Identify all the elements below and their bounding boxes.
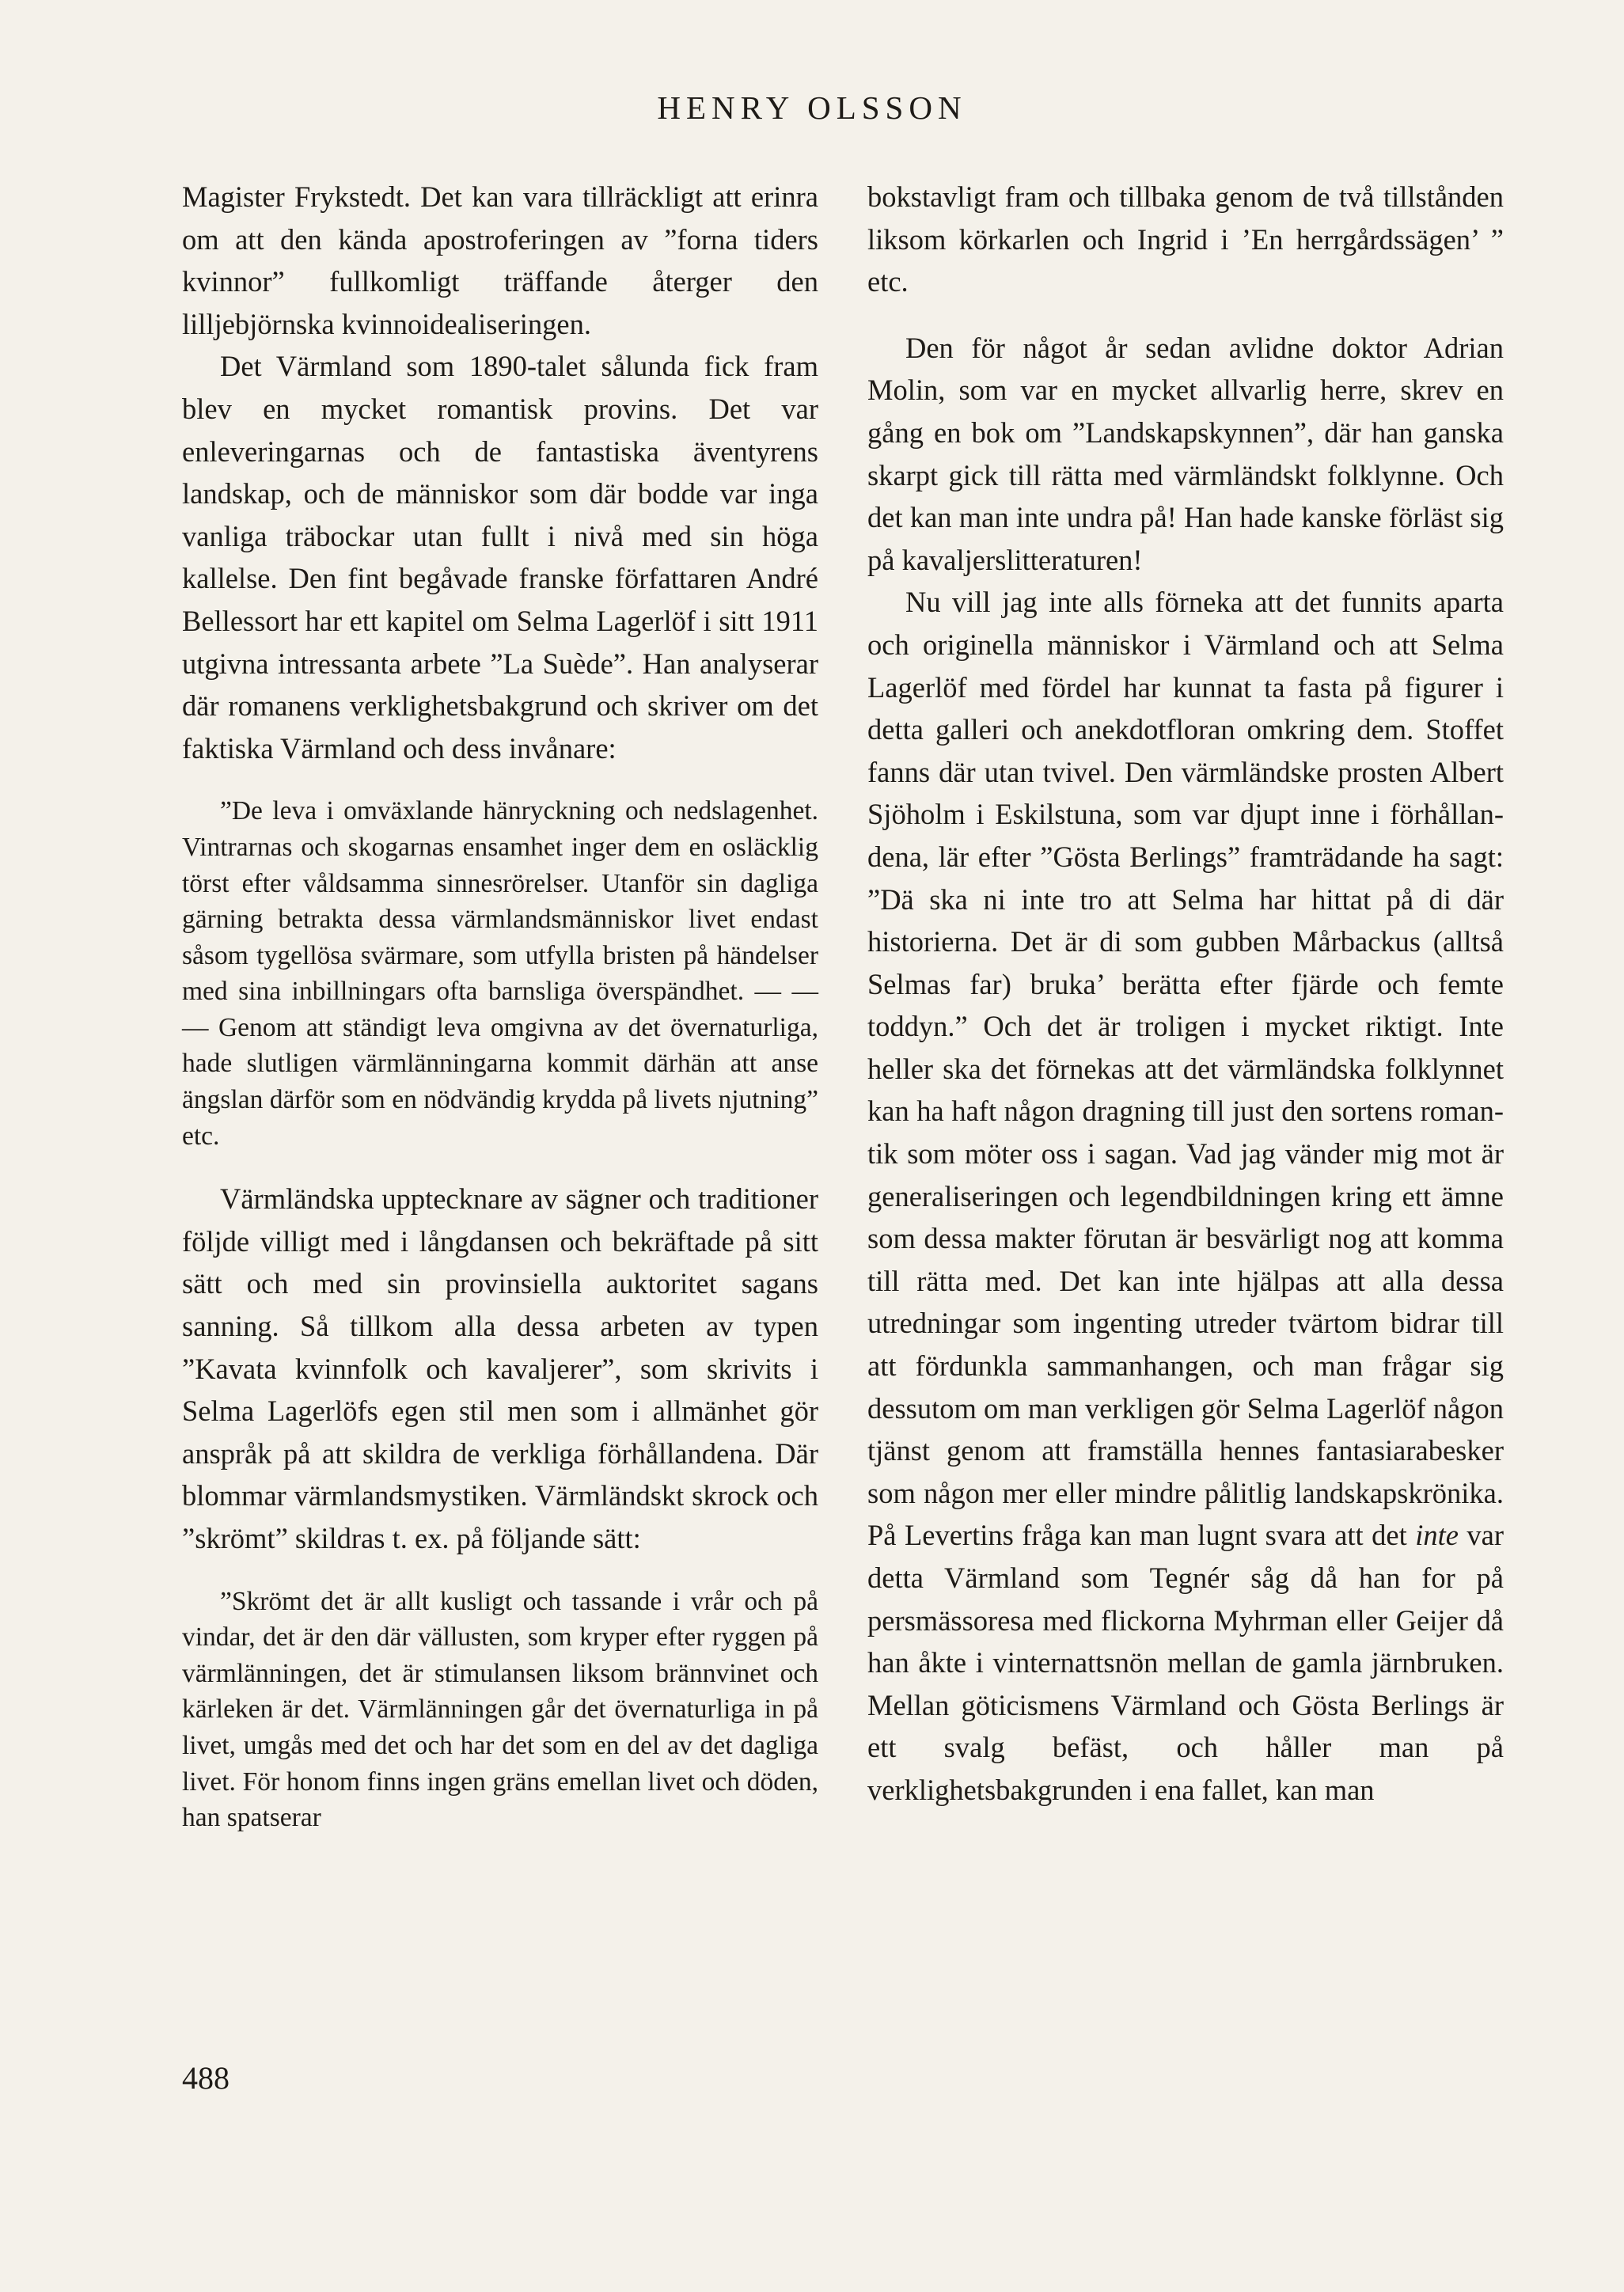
block-quote: ”De leva i omväxlande hänryckning och nedslagenhet. Vintrarnas och skogarnas ensamhet inger dem en osläcklig törst efter våldsamma sinnesrörelser. Utanför sin dagliga gärning betrakta dessa värmlandsmänniskor livet endast såsom tygellösa svärmare, som utfylla bristen på händelser med sina inbillningars ofta barnsliga överspändhet. — — — Genom att ständigt leva omgivna av det övernaturliga, hade slutligen värmlänningarna kommit därhän att anse ängslan därför som en nödvändig krydda på livets njutning” etc. <box>182 796 818 1151</box>
paragraph: Värmländska upptecknare av sägner och traditioner följde villigt med i långdansen och bekräftade på sitt sätt och med sin provinsiella auktoritet sagans sanning. Så tillkom alla dessa arbeten av typen ”Kavata kvinnfolk och kavaljerer”, som skrivits i Selma Lagerlöfs egen stil men som i allmänhet gör anspråk på att skildra de verkliga förhållandena. Där blommar värmlandsmystiken. Värmländskt skrock och ”skrömt” skildras t. ex. på följande sätt: <box>182 1182 818 1554</box>
running-header: HENRY OLSSON <box>657 89 967 126</box>
right-column <box>867 176 1504 1812</box>
emphasis: inte <box>1415 1519 1459 1552</box>
paragraph <box>867 581 1504 1811</box>
quote-continuation: bokstavligt fram och tillbaka genom de två tillstånden liksom körkarlen och Ingrid i ’En herrgårdssägen’ ” etc. <box>867 180 1504 298</box>
paragraph: Den för något år sedan avlidne doktor Adrian Molin, som var en mycket allvarlig herre, skrev en gång en bok om ”Landskapskynnen”, där han ganska skarpt gick till rätta med värmländskt folklynne. Och det kan man inte undra på! Han hade kanske förläst sig på kavaljerslitteraturen! <box>867 331 1504 576</box>
page-number: 488 <box>182 2060 230 2096</box>
paragraph: Det Värmland som 1890-talet sålunda fick fram blev en mycket romantisk provins. Det var enleveringarnas och de fantastiska äventyrens landskap, och de människor som där bodde var inga vanliga träbockar utan fullt i nivå med sin höga kallelse. Den fint begåvade franske författaren André Bellessort har ett kapitel om Selma Lagerlöf i sitt 1911 utgivna intressanta arbete ”La Suède”. Han analyserar där romanens verklighetsbakgrund och skriver om det faktiska Värmland och dess invånare: <box>182 350 818 765</box>
block-quote: ”Skrömt det är allt kusligt och tassande i vrår och på vindar, det är den där vällusten, som kryper efter ryggen på värmlänningen, det är stimulansen liksom brännvinet och kärleken är det. Värmlänningen går det övernaturliga in på livet, umgås med det och har det som en del av det dagliga livet. För honom finns ingen gräns emellan livet och döden, han spatserar <box>182 1586 818 1833</box>
paragraph-text: Nu vill jag inte alls förneka att det funnits aparta och originella människor i Värmland och att Selma Lagerlöf med fördel har kunnat ta fasta på figurer i detta galleri och anekdotfloran omkring dem. Stoffet fanns där utan tvivel. Den värmländske prosten Albert Sjöholm i Eskilstuna, som var djupt inne i förhållandena, lär efter ”Gösta Berlings” framträdande ha sagt: ”Dä ska ni inte tro att Selma har hittat på di där historierna. Det är di som gubben Mårbackus (alltså Selmas far) bruka’ berätta efter fjärde och femte toddyn.” Och det är troligen i mycket riktigt. Inte heller ska det förnekas att det värmländska folklynnet kan ha haft någon dragning till just den sortens romantik som möter oss i sagan. Vad jag vänder mig mot är generaliseringen och legendbildningen kring ett ämne som dessa makter förutan är besvärligt nog att komma till rätta med. Det kan inte hjälpas att alla dessa utredningar som ingenting utreder tvärtom bidrar till att fördunkla sammanhangen, och man frågar sig dessutom om man verkligen gör Selma Lagerlöf någon tjänst genom att framställa hennes fantasiarabesker som någon mer eller mindre pålitlig landskapskrönika. På Levertins fråga kan man lugnt svara att det <box>867 586 1504 1552</box>
left-column <box>182 176 818 1836</box>
paragraph-text: var detta Värmland som Tegnér såg då han for på persmässoresa med flickorna Myhrman eller Geijer då han åkte i vinternattsnön mellan de gamla järnbruken. Mellan göticismens Värmland och Gösta Berlings är ett svalg befäst, och håller man på verklighetsbakgrunden i ena fallet, kan man <box>867 1519 1504 1806</box>
paragraph: Magister Frykstedt. Det kan vara tillräckligt att erinra om att den kända apostroferingen av ”forna tiders kvinnor” fullkomligt träffande återger den lilljebjörnska kvinnoidealiseringen. <box>182 180 818 340</box>
